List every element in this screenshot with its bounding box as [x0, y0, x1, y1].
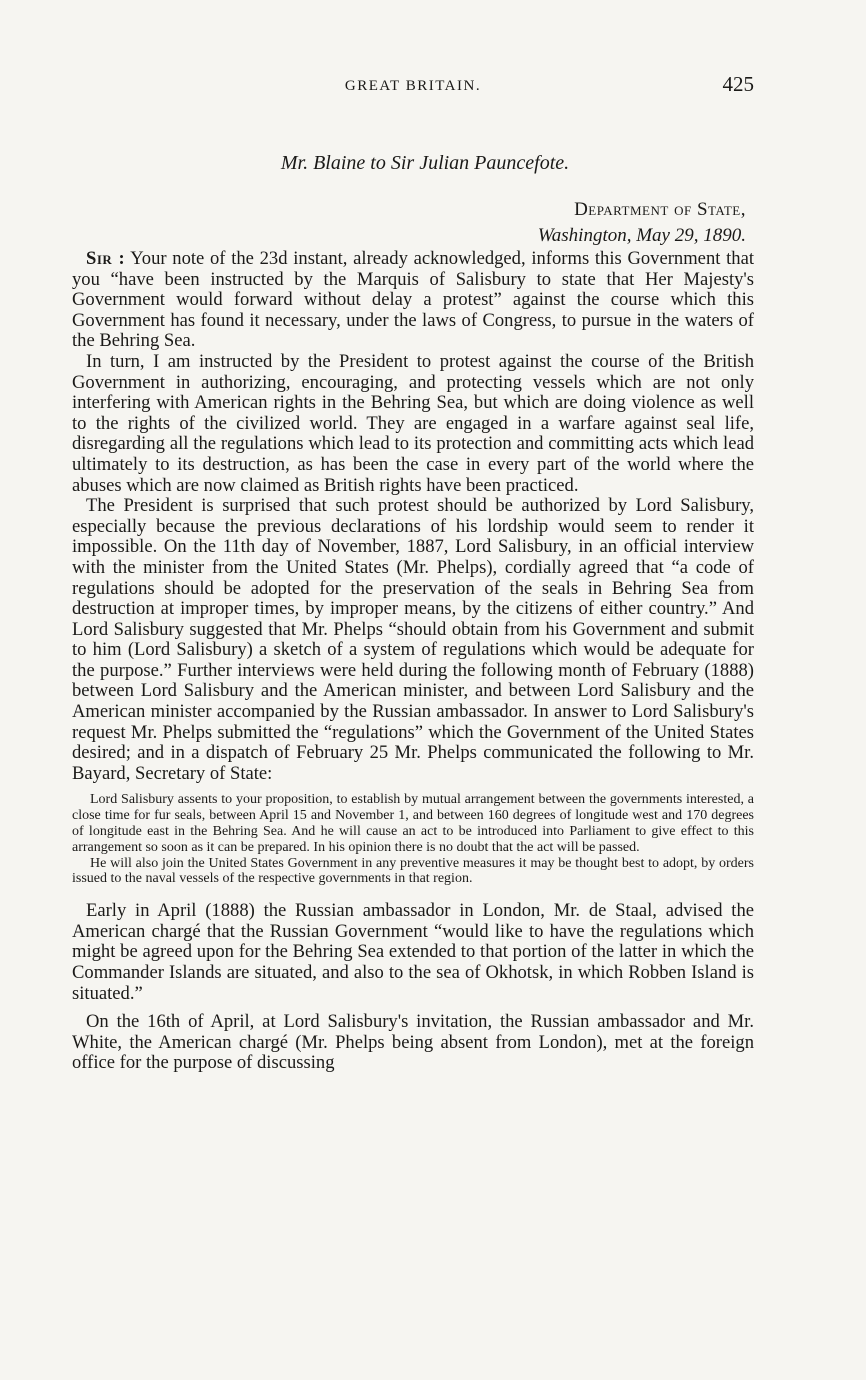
letter-title: Mr. Blaine to Sir Julian Pauncefote.	[280, 152, 570, 174]
running-head: GREAT BRITAIN.	[344, 78, 482, 94]
quote-paragraph: He will also join the United States Government in any preventive measures it may be thought best to adopt, by orders issued to the naval vessels of the respective governments in that region.	[72, 855, 754, 887]
department-name: Department of State,	[574, 199, 746, 220]
page-header	[72, 70, 754, 106]
paragraph-salutation	[72, 249, 754, 352]
paragraph-text: Your note of the 23d instant, already acknowledged, informs this Government that you “have been instructed by the Marquis of Salisbury to state that Her Majesty's Government would forward without delay a protest” against the course which this Government has found it necessary, under the laws of Congress, to pursue in the waters of the Behring Sea.	[72, 248, 754, 352]
salutation: Sir :	[86, 248, 126, 269]
letter-dateline	[72, 197, 754, 249]
paragraph-president: The President is surprised that such protest should be authorized by Lord Salisbury, especially because the previous declarations of his lordship would seem to render it impossible. On the 11th day of November, 1887, Lord Salisbury, in an official interview with the minister from the United States (Mr. Phelps), cordially agreed that “a code of regulations should be adopted for the preservation of the seals in Behring Sea from destruction at improper times, by improper means, by the citizens of either country.” And Lord Salisbury suggested that Mr. Phelps “should obtain from his Government and submit to him (Lord Salisbury) a sketch of a system of regulations which would be adequate for the purpose.” Further interviews were held during the following month of February (1888) between Lord Salisbury and the American minister, and between Lord Salisbury and the American minister accompanied by the Russian ambassador. In answer to Lord Salisbury's request Mr. Phelps submitted the “regulations” which the Government of the United States desired; and in a dispatch of February 25 Mr. Phelps communicated the following to Mr. Bayard, Secretary of State:	[72, 495, 754, 784]
page-number: 425	[722, 72, 754, 96]
place-name: Washington,	[537, 225, 632, 246]
quote-paragraph: Lord Salisbury assents to your proposition, to establish by mutual arrangement between the governments interested, a close time for fur seals, between April 15 and November 1, and between 160 degrees of longitude west and 170 degrees of longitude east in the Behring Sea. And he will cause an act to be introduced into Parliament to give effect to this arrangement so soon as it can be prepared. In his opinion there is no doubt that the act will be passed.	[72, 792, 754, 855]
quoted-dispatch	[72, 792, 754, 887]
paragraph-april-meeting: On the 16th of April, at Lord Salisbury's invitation, the Russian ambassador and Mr. White, the American chargé (Mr. Phelps being absent from London), met at the foreign office for the purpose of discussing	[72, 1011, 754, 1074]
letter-date: May 29, 1890.	[636, 225, 746, 246]
document-page	[72, 70, 754, 1074]
paragraph-protest: In turn, I am instructed by the President to protest against the course of the British Government in authorizing, encouraging, and protecting vessels which are not only interfering with American rights in the Behring Sea, but which are doing violence as well to the rights of the civilized world. They are engaged in a warfare against seal life, disregarding all the regulations which lead to its protection and committing acts which lead ultimately to its destruction, as has been the case in every part of the world where the abuses which are now claimed as British rights have been practiced.	[72, 350, 754, 496]
paragraph-russian-ambassador: Early in April (1888) the Russian ambassador in London, Mr. de Staal, advised the American chargé that the Russian Government “would like to have the regulations which might be agreed upon for the Behring Sea extended to that portion of the latter in which the Commander Islands are situated, and also to the sea of Okhotsk, in which Robben Island is situated.”	[72, 900, 754, 1004]
